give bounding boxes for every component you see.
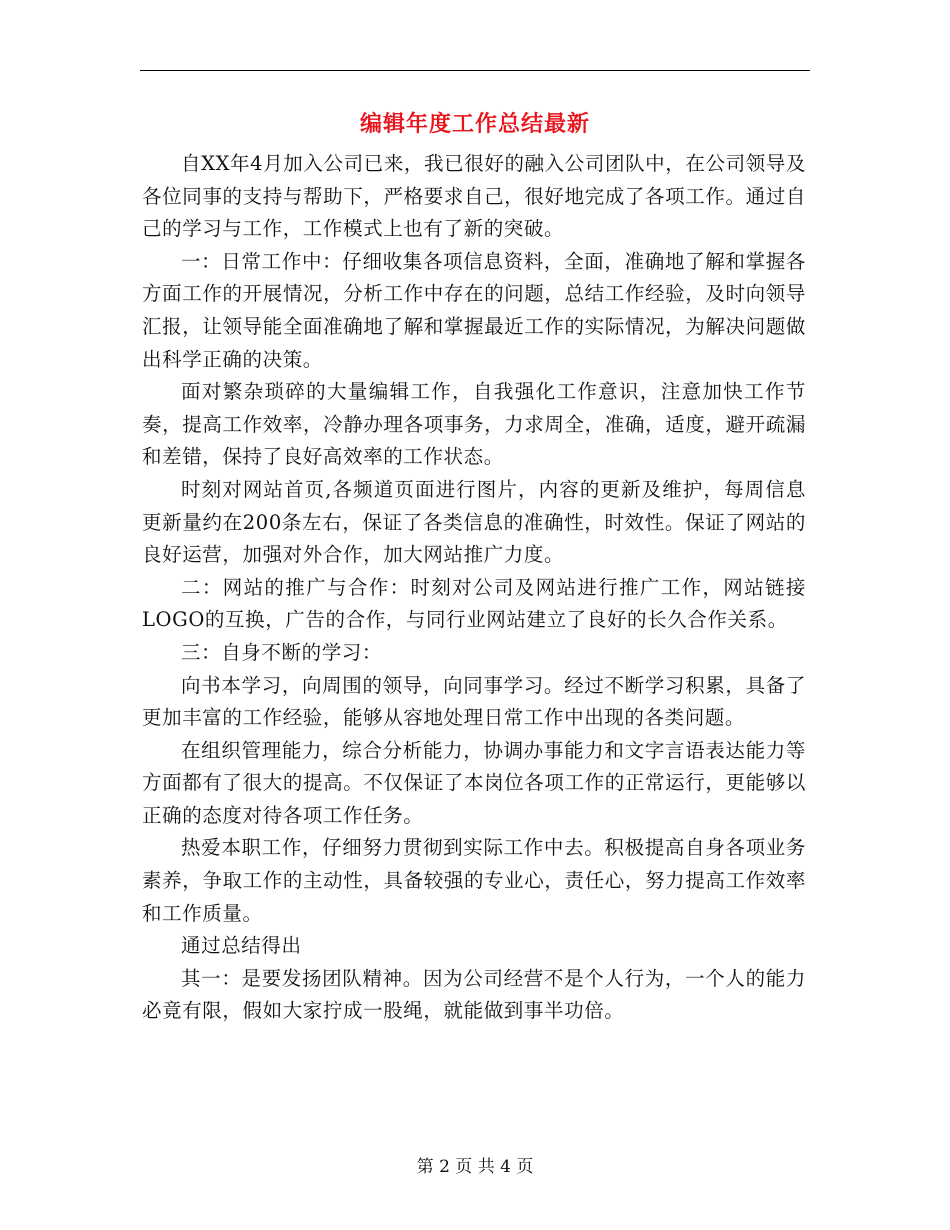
paragraph: 热爱本职工作，仔细努力贯彻到实际工作中去。积极提高自身各项业务素养，争取工作的主动性，具备较强的专业心，责任心，努力提高工作效率和工作质量。 (142, 836, 806, 925)
paragraph: 三：自身不断的学习： (181, 640, 383, 664)
paragraph: 二：网站的推广与合作：时刻对公司及网站进行推广工作，网站链接LOGO的互换，广告的合作，与同行业网站建立了良好的长久合作关系。 (142, 575, 806, 632)
page-footer (0, 1152, 950, 1177)
paragraph: 在组织管理能力，综合分析能力，协调办事能力和文字言语表达能力等方面都有了很大的提高。不仅保证了本岗位各项工作的正常运行，更能够以正确的态度对待各项工作任务。 (142, 738, 806, 827)
header-rule (140, 70, 810, 71)
paragraph: 一：日常工作中：仔细收集各项信息资料，全面，准确地了解和掌握各方面工作的开展情况，分析工作中存在的问题，总结工作经验，及时向领导汇报，让领导能全面准确地了解和掌握最近工作的实际情况，为解决问题做出科学正确的决策。 (142, 249, 806, 371)
page-number-label: 第 2 页 共 4 页 (416, 1157, 534, 1177)
paragraph: 向书本学习，向周围的领导，向同事学习。经过不断学习积累，具备了更加丰富的工作经验，能够从容地处理日常工作中出现的各类问题。 (142, 673, 806, 730)
paragraph: 时刻对网站首页,各频道页面进行图片，内容的更新及维护，每周信息更新量约在200条左右，保证了各类信息的准确性，时效性。保证了网站的良好运营，加强对外合作，加大网站推广力度。 (142, 477, 806, 567)
paragraph: 通过总结得出 (181, 934, 302, 958)
paragraph: 自XX年4月加入公司已来，我已很好的融入公司团队中，在公司领导及各位同事的支持与帮助下，严格要求自己，很好地完成了各项工作。通过自己的学习与工作，工作模式上也有了新的突破。 (142, 152, 806, 241)
document-body (142, 148, 806, 1028)
paragraph: 面对繁杂琐碎的大量编辑工作，自我强化工作意识，注意加快工作节奏，提高工作效率，冷静办理各项事务，力求周全，准确，适度，避开疏漏和差错，保持了良好高效率的工作状态。 (142, 380, 806, 469)
document-title: 编辑年度工作总结最新 (359, 111, 590, 137)
paragraph: 其一：是要发扬团队精神。因为公司经营不是个人行为，一个人的能力必竟有限，假如大家拧成一股绳，就能做到事半功倍。 (142, 966, 806, 1023)
